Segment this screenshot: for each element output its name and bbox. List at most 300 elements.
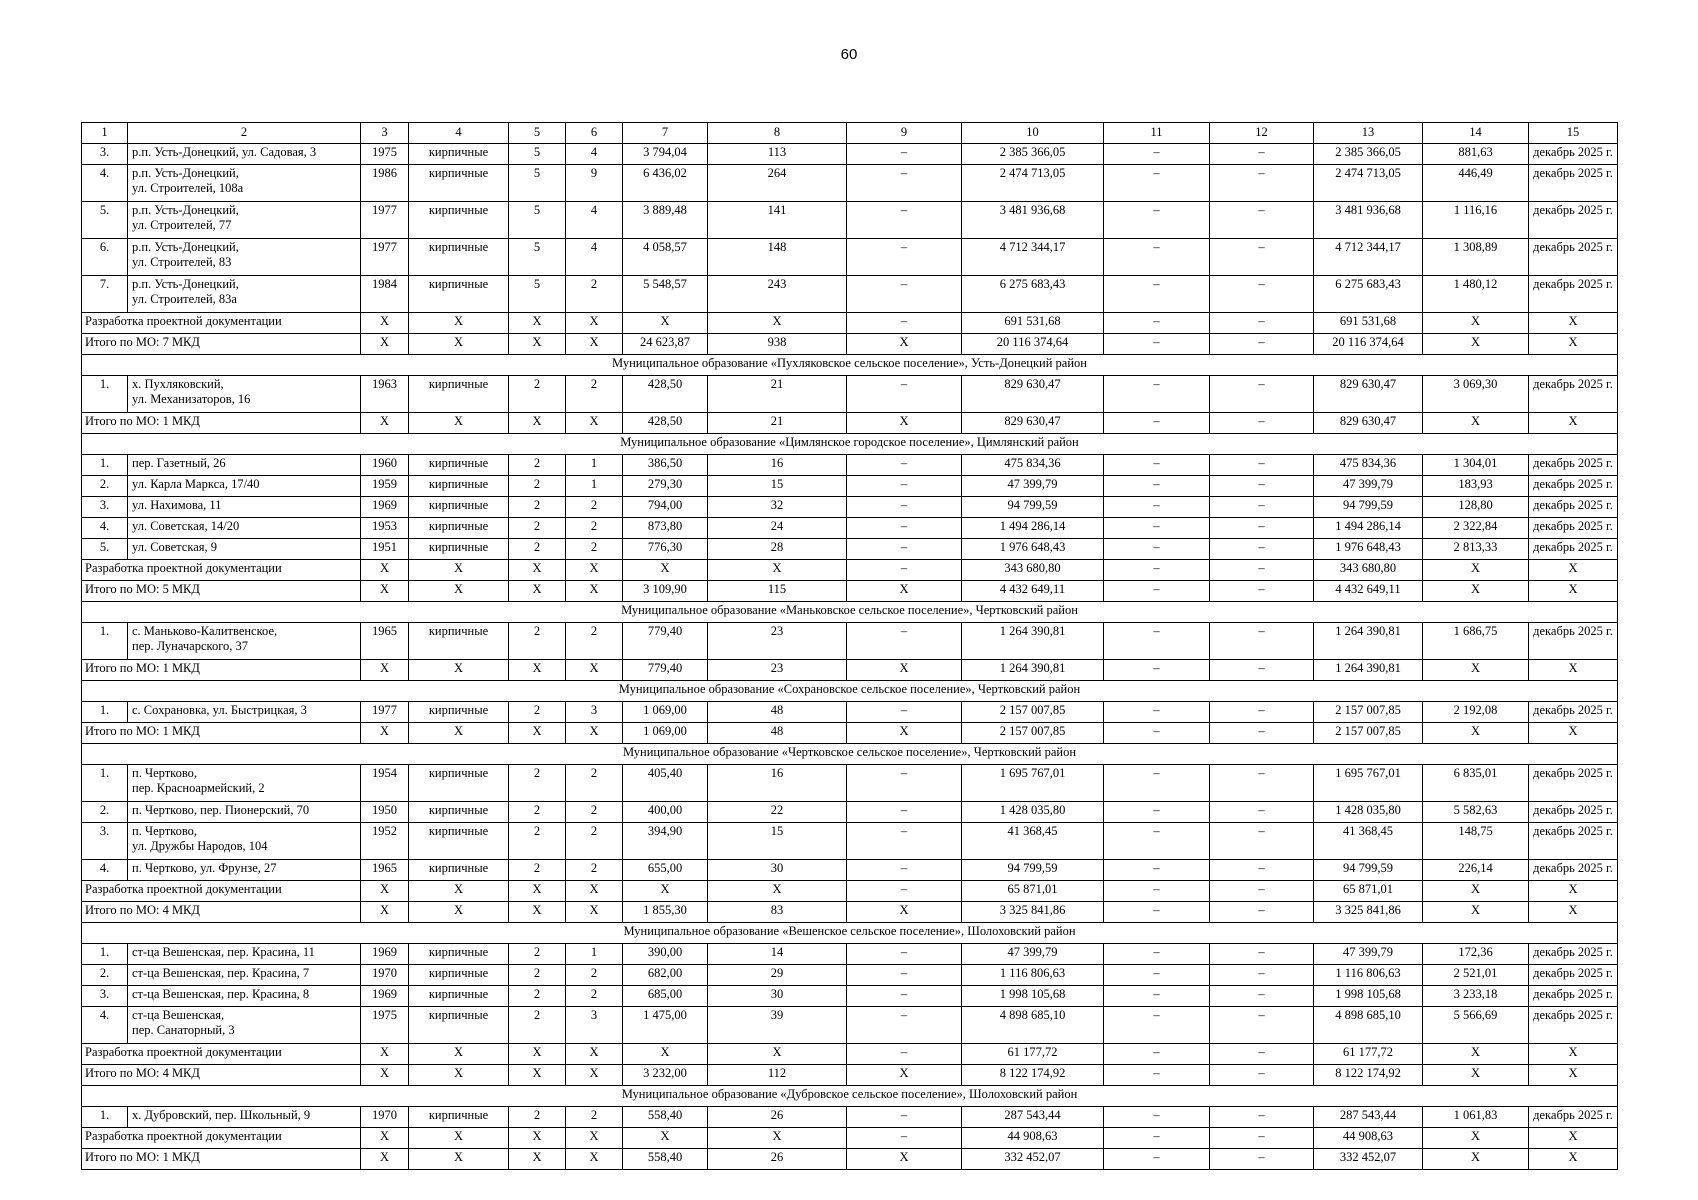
table-cell: 287 543,44 [962, 1107, 1104, 1128]
table-cell: 2 385 366,05 [1314, 144, 1423, 165]
table-cell: кирпичные [409, 239, 509, 276]
table-cell: – [1210, 413, 1314, 434]
section-header-row [82, 434, 1618, 455]
table-cell: 2 [566, 376, 623, 413]
table-cell: 2 [566, 518, 623, 539]
section-title: Муниципальное образование «Чертковское сельское поселение», Чертковский район [82, 744, 1618, 765]
table-cell: 48 [708, 723, 847, 744]
table-cell: X [566, 881, 623, 902]
table-cell: X [509, 560, 566, 581]
address-cell [128, 823, 361, 860]
address-line: р.п. Усть-Донецкий, [132, 240, 239, 254]
table-cell: X [847, 723, 962, 744]
table-cell: – [847, 497, 962, 518]
table-cell: X [847, 1065, 962, 1086]
table-cell: X [509, 334, 566, 355]
table-cell: – [1104, 881, 1210, 902]
table-cell: X [847, 413, 962, 434]
table-cell: X [847, 1149, 962, 1170]
table-cell: 243 [708, 276, 847, 313]
table-cell: 94 799,59 [1314, 497, 1423, 518]
table-cell: – [1210, 334, 1314, 355]
table-cell: X [566, 723, 623, 744]
table-cell: 47 399,79 [962, 476, 1104, 497]
table-cell: декабрь 2025 г. [1529, 623, 1618, 660]
table-cell: 1 686,75 [1423, 623, 1529, 660]
table-cell: – [1210, 1007, 1314, 1044]
table-cell: – [847, 623, 962, 660]
table-cell: 2 [509, 944, 566, 965]
table-cell: 4 898 685,10 [1314, 1007, 1423, 1044]
table-cell: 8 122 174,92 [1314, 1065, 1423, 1086]
table-row [82, 1007, 1618, 1044]
table-cell: X [361, 902, 409, 923]
table-cell: – [847, 313, 962, 334]
table-cell: 4 712 344,17 [1314, 239, 1423, 276]
table-cell: X [409, 413, 509, 434]
table-cell: – [1210, 823, 1314, 860]
table-cell: кирпичные [409, 1107, 509, 1128]
header-cell: 4 [409, 123, 509, 144]
table-cell: 4 [566, 144, 623, 165]
table-cell: 2 [509, 860, 566, 881]
table-cell: X [1423, 313, 1529, 334]
table-cell: декабрь 2025 г. [1529, 702, 1618, 723]
address-cell [128, 802, 361, 823]
table-cell: – [1104, 581, 1210, 602]
table-cell: декабрь 2025 г. [1529, 1107, 1618, 1128]
table-cell: – [1210, 802, 1314, 823]
table-cell: – [1210, 702, 1314, 723]
table-cell: 5 [509, 165, 566, 202]
address-line: с. Сохрановка, ул. Быстрицкая, 3 [132, 703, 307, 717]
table-cell: X [361, 581, 409, 602]
table-cell: – [1104, 313, 1210, 334]
table-cell: 3 481 936,68 [962, 202, 1104, 239]
table-cell: X [409, 334, 509, 355]
row-number: 3. [82, 497, 128, 518]
header-cell: 14 [1423, 123, 1529, 144]
table-cell: 6 436,02 [623, 165, 708, 202]
table-cell: декабрь 2025 г. [1529, 239, 1618, 276]
table-cell: кирпичные [409, 165, 509, 202]
table-cell: X [1423, 1149, 1529, 1170]
table-cell: – [1210, 1107, 1314, 1128]
address-line: пер. Красноармейский, 2 [132, 781, 265, 795]
table-cell: 1950 [361, 802, 409, 823]
row-number: 2. [82, 802, 128, 823]
table-cell: 2 474 713,05 [1314, 165, 1423, 202]
row-number: 2. [82, 965, 128, 986]
table-cell: декабрь 2025 г. [1529, 1007, 1618, 1044]
table-cell: – [847, 1044, 962, 1065]
table-cell: 21 [708, 413, 847, 434]
table-cell: 4 898 685,10 [962, 1007, 1104, 1044]
table-cell: – [847, 881, 962, 902]
table-cell: – [1210, 944, 1314, 965]
table-cell: 20 116 374,64 [962, 334, 1104, 355]
table-cell: X [509, 1044, 566, 1065]
table-cell: X [1529, 881, 1618, 902]
table-cell: 3 069,30 [1423, 376, 1529, 413]
table-cell: 1 976 648,43 [962, 539, 1104, 560]
address-line: ст-ца Вешенская, пер. Красина, 11 [132, 945, 315, 959]
table-cell: X [361, 723, 409, 744]
table-cell: 4 432 649,11 [1314, 581, 1423, 602]
table-cell: 2 [566, 986, 623, 1007]
address-cell [128, 239, 361, 276]
table-cell: 1 [566, 455, 623, 476]
row-number: 1. [82, 455, 128, 476]
table-cell: 48 [708, 702, 847, 723]
table-cell: 1 061,83 [1423, 1107, 1529, 1128]
table-cell: X [566, 413, 623, 434]
table-cell: 1 855,30 [623, 902, 708, 923]
table-cell: 44 908,63 [962, 1128, 1104, 1149]
table-row [82, 944, 1618, 965]
table-cell: 1969 [361, 986, 409, 1007]
table-cell: X [623, 881, 708, 902]
table-cell: 2 [566, 965, 623, 986]
table-cell: X [708, 1044, 847, 1065]
table-cell: 26 [708, 1107, 847, 1128]
table-cell: X [409, 1044, 509, 1065]
table-cell: кирпичные [409, 276, 509, 313]
table-cell: 22 [708, 802, 847, 823]
table-cell: X [566, 1065, 623, 1086]
table-cell: 30 [708, 986, 847, 1007]
table-cell: 2 [509, 986, 566, 1007]
table-cell: 2 [566, 1107, 623, 1128]
table-cell: – [847, 1128, 962, 1149]
section-title: Муниципальное образование «Маньковское сельское поселение», Чертковский район [82, 602, 1618, 623]
table-row [82, 518, 1618, 539]
table-cell: – [1210, 518, 1314, 539]
table-cell: 475 834,36 [962, 455, 1104, 476]
table-cell: – [847, 202, 962, 239]
table-cell: 8 122 174,92 [962, 1065, 1104, 1086]
section-header-row [82, 1086, 1618, 1107]
table-cell: 428,50 [623, 376, 708, 413]
table-cell: X [566, 1128, 623, 1149]
table-cell: X [566, 1044, 623, 1065]
row-number: 1. [82, 623, 128, 660]
table-cell: – [1104, 765, 1210, 802]
table-cell: – [1210, 539, 1314, 560]
table-cell: X [708, 313, 847, 334]
table-cell: декабрь 2025 г. [1529, 376, 1618, 413]
table-cell: кирпичные [409, 765, 509, 802]
table-cell: 1977 [361, 702, 409, 723]
table-row [82, 623, 1618, 660]
table-cell: X [509, 723, 566, 744]
header-cell: 6 [566, 123, 623, 144]
table-cell: 83 [708, 902, 847, 923]
table-cell: – [1210, 860, 1314, 881]
table-row [82, 802, 1618, 823]
total-row [82, 1128, 1618, 1149]
table-cell: 2 157 007,85 [1314, 723, 1423, 744]
table-cell: 1 116 806,63 [1314, 965, 1423, 986]
total-label: Итого по МО: 7 МКД [82, 334, 361, 355]
table-cell: 1 428 035,80 [962, 802, 1104, 823]
table-cell: – [1210, 313, 1314, 334]
table-cell: 2 385 366,05 [962, 144, 1104, 165]
table-cell: – [847, 165, 962, 202]
address-line: п. Чертково, [132, 824, 198, 838]
address-cell [128, 860, 361, 881]
table-cell: 32 [708, 497, 847, 518]
table-cell: 1 695 767,01 [1314, 765, 1423, 802]
table-cell: 1986 [361, 165, 409, 202]
table-cell: 141 [708, 202, 847, 239]
table-cell: 1 976 648,43 [1314, 539, 1423, 560]
table-cell: 2 [509, 702, 566, 723]
table-cell: X [566, 1149, 623, 1170]
table-cell: 16 [708, 455, 847, 476]
row-number: 7. [82, 276, 128, 313]
total-label: Разработка проектной документации [82, 881, 361, 902]
table-cell: декабрь 2025 г. [1529, 539, 1618, 560]
table-cell: декабрь 2025 г. [1529, 165, 1618, 202]
table-cell: 3 109,90 [623, 581, 708, 602]
table-cell: 6 275 683,43 [962, 276, 1104, 313]
total-label: Итого по МО: 4 МКД [82, 1065, 361, 1086]
address-cell [128, 1107, 361, 1128]
table-cell: – [1210, 144, 1314, 165]
table-cell: – [1210, 476, 1314, 497]
table-cell: 5 [509, 276, 566, 313]
table-cell: X [361, 334, 409, 355]
table-cell: – [847, 560, 962, 581]
address-line: р.п. Усть-Донецкий, [132, 203, 239, 217]
row-number: 6. [82, 239, 128, 276]
table-cell: X [847, 660, 962, 681]
table-cell: кирпичные [409, 518, 509, 539]
table-cell: 3 [566, 1007, 623, 1044]
table-cell: 2 [509, 476, 566, 497]
table-cell: 5 [509, 202, 566, 239]
total-label: Разработка проектной документации [82, 313, 361, 334]
table-cell: 41 368,45 [1314, 823, 1423, 860]
table-cell: 779,40 [623, 660, 708, 681]
row-number: 1. [82, 376, 128, 413]
table-cell: кирпичные [409, 623, 509, 660]
table-cell: 264 [708, 165, 847, 202]
table-cell: X [1529, 560, 1618, 581]
table-cell: кирпичные [409, 1007, 509, 1044]
table-cell: – [1104, 1107, 1210, 1128]
total-label: Разработка проектной документации [82, 560, 361, 581]
table-cell: 1969 [361, 497, 409, 518]
table-cell: – [1210, 765, 1314, 802]
section-title: Муниципальное образование «Пухляковское сельское поселение», Усть-Донецкий район [82, 355, 1618, 376]
table-cell: 4 432 649,11 [962, 581, 1104, 602]
table-cell: 873,80 [623, 518, 708, 539]
table-cell: 829 630,47 [1314, 376, 1423, 413]
table-cell: 30 [708, 860, 847, 881]
table-cell: X [361, 881, 409, 902]
table-cell: 183,93 [1423, 476, 1529, 497]
table-cell: 829 630,47 [962, 413, 1104, 434]
table-cell: кирпичные [409, 376, 509, 413]
table-cell: кирпичные [409, 944, 509, 965]
table-cell: 1965 [361, 623, 409, 660]
table-cell: X [509, 413, 566, 434]
table-row [82, 202, 1618, 239]
table-cell: 1 069,00 [623, 723, 708, 744]
table-cell: кирпичные [409, 539, 509, 560]
table-cell: 21 [708, 376, 847, 413]
table-cell: – [847, 276, 962, 313]
address-line: ул. Советская, 9 [132, 540, 217, 554]
row-number: 1. [82, 765, 128, 802]
table-cell: X [409, 313, 509, 334]
table-cell: 1 [566, 944, 623, 965]
table-cell: 1 264 390,81 [962, 623, 1104, 660]
header-cell: 8 [708, 123, 847, 144]
table-cell: 446,49 [1423, 165, 1529, 202]
table-cell: 2 [509, 965, 566, 986]
table-cell: декабрь 2025 г. [1529, 944, 1618, 965]
table-row [82, 276, 1618, 313]
table-cell: X [1423, 560, 1529, 581]
table-cell: декабрь 2025 г. [1529, 860, 1618, 881]
address-line: р.п. Усть-Донецкий, [132, 166, 239, 180]
table-cell: X [847, 581, 962, 602]
table-cell: X [566, 560, 623, 581]
table-cell: декабрь 2025 г. [1529, 965, 1618, 986]
table-cell: 2 [509, 623, 566, 660]
table-cell: 39 [708, 1007, 847, 1044]
table-cell: 44 908,63 [1314, 1128, 1423, 1149]
table-row [82, 497, 1618, 518]
table-cell: – [1104, 539, 1210, 560]
table-cell: – [1104, 455, 1210, 476]
table-cell: 343 680,80 [1314, 560, 1423, 581]
header-cell: 10 [962, 123, 1104, 144]
table-cell: 3 481 936,68 [1314, 202, 1423, 239]
table-cell: X [1529, 581, 1618, 602]
table-cell: X [708, 560, 847, 581]
table-cell: 2 [509, 376, 566, 413]
table-cell: 94 799,59 [962, 497, 1104, 518]
table-cell: 5 548,57 [623, 276, 708, 313]
total-label: Итого по МО: 5 МКД [82, 581, 361, 602]
table-cell: X [409, 581, 509, 602]
table-cell: X [409, 1065, 509, 1086]
table-cell: – [1104, 239, 1210, 276]
table-cell: X [623, 560, 708, 581]
table-cell: 3 [566, 702, 623, 723]
section-title: Муниципальное образование «Цимлянское городское поселение», Цимлянский район [82, 434, 1618, 455]
table-cell: 2 [566, 276, 623, 313]
table-cell: 26 [708, 1149, 847, 1170]
total-row [82, 1065, 1618, 1086]
table-cell: декабрь 2025 г. [1529, 518, 1618, 539]
table-cell: X [1423, 413, 1529, 434]
table-cell: 779,40 [623, 623, 708, 660]
table-cell: X [623, 1128, 708, 1149]
table-cell: X [409, 902, 509, 923]
table-cell: – [1210, 560, 1314, 581]
table-cell: – [1104, 944, 1210, 965]
table-cell: 1 494 286,14 [962, 518, 1104, 539]
table-cell: 4 712 344,17 [962, 239, 1104, 276]
address-cell [128, 965, 361, 986]
table-cell: 3 232,00 [623, 1065, 708, 1086]
table-cell: 112 [708, 1065, 847, 1086]
row-number: 4. [82, 860, 128, 881]
table-cell: 1970 [361, 1107, 409, 1128]
table-row [82, 986, 1618, 1007]
table-cell: 94 799,59 [962, 860, 1104, 881]
table-cell: 2 157 007,85 [962, 702, 1104, 723]
header-cell: 5 [509, 123, 566, 144]
table-cell: 279,30 [623, 476, 708, 497]
header-cell: 9 [847, 123, 962, 144]
header-cell: 11 [1104, 123, 1210, 144]
table-cell: – [847, 986, 962, 1007]
table-cell: 24 623,87 [623, 334, 708, 355]
table-cell: – [1210, 1128, 1314, 1149]
section-header-row [82, 355, 1618, 376]
address-cell [128, 986, 361, 1007]
table-cell: – [1210, 723, 1314, 744]
table-cell: – [1104, 1149, 1210, 1170]
table-cell: X [361, 1128, 409, 1149]
table-cell: 2 [566, 623, 623, 660]
table-cell: – [1104, 560, 1210, 581]
table-cell: 29 [708, 965, 847, 986]
table-cell: – [1104, 860, 1210, 881]
table-cell: 28 [708, 539, 847, 560]
table-cell: – [1104, 1065, 1210, 1086]
table-cell: – [1210, 276, 1314, 313]
table-cell: – [1104, 660, 1210, 681]
table-cell: 47 399,79 [962, 944, 1104, 965]
table-cell: декабрь 2025 г. [1529, 276, 1618, 313]
table-cell: 386,50 [623, 455, 708, 476]
table-cell: – [1210, 986, 1314, 1007]
table-row [82, 376, 1618, 413]
table-cell: X [1529, 660, 1618, 681]
table-cell: X [566, 334, 623, 355]
address-cell [128, 165, 361, 202]
table-cell: X [847, 334, 962, 355]
header-cell: 3 [361, 123, 409, 144]
table-cell: – [847, 455, 962, 476]
table-cell: 1965 [361, 860, 409, 881]
table-cell: – [1210, 1044, 1314, 1065]
table-cell: кирпичные [409, 986, 509, 1007]
table-cell: 685,00 [623, 986, 708, 1007]
row-number: 5. [82, 202, 128, 239]
address-cell [128, 623, 361, 660]
section-title: Муниципальное образование «Сохрановское сельское поселение», Чертковский район [82, 681, 1618, 702]
table-cell: 5 [509, 144, 566, 165]
table-cell: – [847, 376, 962, 413]
table-cell: 61 177,72 [962, 1044, 1104, 1065]
table-cell: 2 157 007,85 [1314, 702, 1423, 723]
address-line: р.п. Усть-Донецкий, ул. Садовая, 3 [132, 145, 317, 159]
table-cell: 1970 [361, 965, 409, 986]
table-cell: 15 [708, 476, 847, 497]
table-cell: – [1104, 1044, 1210, 1065]
table-cell: 2 [566, 860, 623, 881]
table-cell: 1977 [361, 239, 409, 276]
table-cell: X [1529, 1128, 1618, 1149]
